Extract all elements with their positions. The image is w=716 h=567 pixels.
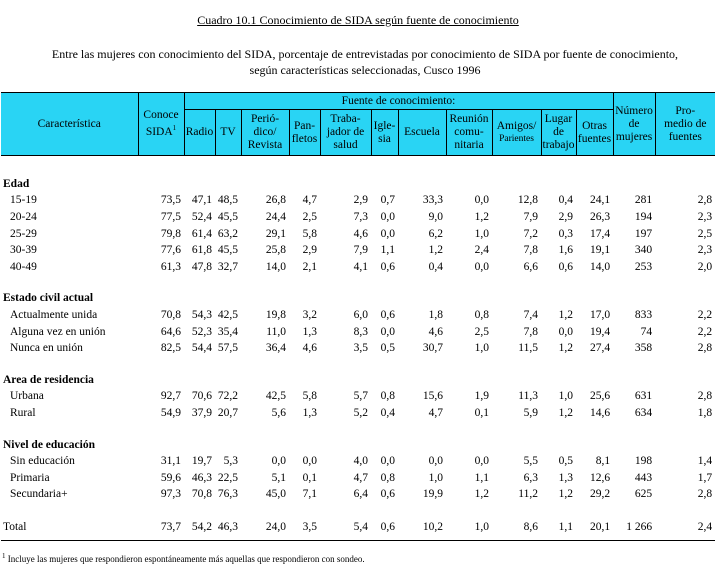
table-cell: 6,6	[523, 260, 538, 273]
table-cell: 443	[634, 471, 653, 484]
row-label: Total	[3, 521, 27, 534]
table-cell: 11,0	[266, 325, 286, 338]
table-cell: 48,5	[217, 194, 238, 207]
data-table	[1, 92, 715, 537]
table-cell: 33,3	[422, 194, 443, 207]
table-cell: 2,9	[353, 194, 368, 207]
table-cell: 70,6	[191, 390, 212, 403]
table-cell: 14,0	[589, 260, 611, 273]
header-trabajador-salud: Traba- jador de salud	[320, 110, 371, 156]
table-cell: 25,8	[265, 244, 286, 257]
table-cell: 1,6	[558, 244, 573, 257]
table-cell: 6,0	[353, 308, 368, 321]
table-cell: 73,5	[160, 194, 181, 207]
table-cell: 0,1	[302, 471, 317, 484]
table-cell: 97,3	[160, 488, 181, 501]
table-cell: 7,8	[523, 325, 538, 338]
table-cell: 14,6	[589, 406, 611, 419]
table-row	[1, 453, 715, 470]
table-cell: 7,9	[353, 244, 368, 257]
row-label: 20-24	[10, 210, 37, 223]
row-label: Nunca en unión	[10, 342, 83, 355]
table-cell: 6,4	[353, 488, 368, 501]
table-cell: 198	[634, 455, 653, 468]
table-row	[1, 258, 715, 275]
table-cell: 0,4	[428, 260, 443, 273]
table-cell: 1,0	[428, 471, 443, 484]
table-cell: 1,0	[474, 521, 489, 534]
table-cell: 29,1	[265, 227, 286, 240]
table-cell: 5,1	[271, 471, 286, 484]
table-cell: 2,4	[474, 244, 489, 257]
table-cell: 1,2	[474, 488, 489, 501]
table-cell: 5,9	[523, 406, 538, 419]
table-cell: 1,1	[474, 471, 489, 484]
table-cell: 1,7	[697, 471, 713, 484]
table-cell: 0,0	[474, 260, 489, 273]
table-cell: 2,8	[697, 390, 713, 403]
table-cell: 0,0	[380, 325, 395, 338]
table-cell: 2,5	[302, 210, 317, 223]
table-cell: 2,5	[697, 227, 713, 240]
table-cell: 1,0	[558, 390, 573, 403]
table-cell: 45,0	[265, 488, 286, 501]
table-cell: 11,5	[518, 342, 538, 355]
table-cell: 32,7	[217, 260, 238, 273]
table-cell: 42,5	[217, 308, 238, 321]
table-cell: 29,2	[589, 488, 611, 501]
section-title: Edad	[3, 177, 30, 190]
table-cell: 1,1	[380, 244, 395, 257]
table-cell: 7,4	[523, 308, 538, 321]
table-cell: 20,1	[589, 521, 611, 534]
table-cell: 0,0	[474, 194, 489, 207]
table-cell: 26,3	[589, 210, 611, 223]
table-cell: 15,6	[422, 390, 443, 403]
table-cell: 194	[634, 210, 653, 223]
table-cell: 46,3	[191, 471, 212, 484]
table-cell: 0,0	[302, 455, 317, 468]
table-cell: 24,1	[589, 194, 611, 207]
table-cell: 31,1	[160, 455, 181, 468]
table-cell: 634	[634, 406, 653, 419]
table-cell: 833	[634, 308, 653, 321]
row-label: 15-19	[10, 194, 37, 207]
table-cell: 19,8	[265, 308, 286, 321]
total-row	[1, 518, 715, 537]
table-cell: 70,8	[160, 308, 181, 321]
table-cell: 4,6	[428, 325, 443, 338]
table-cell: 1,8	[697, 406, 713, 419]
row-label: Alguna vez en unión	[10, 325, 106, 338]
table-cell: 0,7	[380, 194, 395, 207]
table-cell: 14,0	[265, 260, 286, 273]
table-cell: 0,8	[380, 471, 395, 484]
table-cell: 17,4	[589, 227, 611, 240]
table-cell: 1,2	[558, 342, 573, 355]
table-row	[1, 388, 715, 405]
table-row	[1, 209, 715, 226]
table-bottom-rule	[1, 540, 715, 541]
table-cell: 45,5	[217, 244, 238, 257]
table-cell: 54,2	[191, 521, 212, 534]
table-cell: 3,5	[302, 521, 317, 534]
section-title: Nivel de educación	[3, 438, 95, 451]
table-cell: 0,0	[558, 325, 573, 338]
table-cell: 19,1	[589, 244, 611, 257]
table-cell: 22,5	[217, 471, 238, 484]
table-cell: 25,6	[589, 390, 611, 403]
table-cell: 57,5	[217, 342, 238, 355]
table-cell: 74	[640, 325, 653, 338]
table-cell: 1,2	[474, 210, 489, 223]
row-label: Primaria	[10, 471, 50, 484]
row-label: 30-39	[10, 244, 37, 257]
table-cell: 281	[634, 194, 653, 207]
table-cell: 1,8	[428, 308, 443, 321]
table-cell: 6,2	[428, 227, 443, 240]
table-cell: 1,3	[558, 471, 573, 484]
row-label: Secundaria+	[10, 488, 68, 501]
table-cell: 0,6	[380, 488, 395, 501]
table-cell: 47,1	[191, 194, 212, 207]
table-cell: 3,5	[353, 342, 368, 355]
table-cell: 1,3	[302, 406, 317, 419]
table-cell: 2,8	[697, 194, 713, 207]
table-cell: 3,2	[302, 308, 317, 321]
table-cell: 19,7	[191, 455, 212, 468]
table-cell: 2,4	[697, 521, 713, 534]
table-cell: 0,6	[558, 260, 573, 273]
table-cell: 52,3	[191, 325, 212, 338]
table-cell: 2,2	[697, 325, 713, 338]
table-cell: 63,2	[217, 227, 238, 240]
table-subtitle: Entre las mujeres con conocimiento del SIDA, porcentaje de entrevistadas por conocimiento de SIDA por fuente de conocimiento, según características seleccionadas, Cusco 1996	[51, 47, 679, 77]
table-cell: 2,9	[302, 244, 317, 257]
table-cell: 24,4	[265, 210, 286, 223]
header-panfletos: Pan- fletos	[289, 110, 320, 156]
table-cell: 5,8	[302, 227, 317, 240]
table-cell: 0,0	[380, 210, 395, 223]
table-cell: 77,6	[160, 244, 181, 257]
table-cell: 1,2	[558, 406, 573, 419]
section-header-row	[1, 371, 715, 388]
table-cell: 197	[634, 227, 653, 240]
table-cell: 4,0	[353, 455, 368, 468]
header-tv: TV	[215, 110, 241, 156]
table-cell: 4,7	[353, 471, 368, 484]
table-cell: 5,5	[523, 455, 538, 468]
table-cell: 52,4	[191, 210, 212, 223]
table-cell: 77,5	[160, 210, 181, 223]
table-cell: 4,6	[353, 227, 368, 240]
table-cell: 0,5	[558, 455, 573, 468]
table-cell: 46,3	[217, 521, 238, 534]
table-cell: 0,0	[380, 227, 395, 240]
table-cell: 0,8	[380, 390, 395, 403]
table-cell: 1,4	[697, 455, 713, 468]
header-amigos: Amigos/ Parientes	[492, 110, 541, 156]
table-row	[1, 307, 715, 324]
table-cell: 7,1	[302, 488, 317, 501]
table-cell: 12,6	[589, 471, 611, 484]
table-cell: 47,8	[191, 260, 212, 273]
table-cell: 0,5	[380, 342, 395, 355]
table-cell: 4,7	[302, 194, 317, 207]
table-cell: 2,8	[697, 488, 713, 501]
table-cell: 8,1	[595, 455, 611, 468]
header-periodico: Perió- dico/ Revista	[241, 110, 289, 156]
table-body	[1, 156, 715, 537]
table-cell: 11,3	[518, 390, 538, 403]
table-row	[1, 242, 715, 259]
table-cell: 5,2	[353, 406, 368, 419]
table-cell: 35,4	[217, 325, 238, 338]
header-reunion: Reunión comu- nitaria	[446, 110, 492, 156]
table-cell: 36,4	[265, 342, 286, 355]
table-cell: 1,3	[302, 325, 317, 338]
table-cell: 42,5	[265, 390, 286, 403]
table-cell: 0,6	[380, 260, 395, 273]
table-cell: 27,4	[589, 342, 611, 355]
table-cell: 1,0	[474, 227, 489, 240]
table-cell: 70,8	[191, 488, 212, 501]
table-cell: 1,0	[474, 342, 489, 355]
footnote: $^1$ Incluye las mujeres que respondieron espontáneamente más aquellas que respondieron con sondeo.	[2, 552, 365, 564]
table-cell: 1,2	[428, 244, 443, 257]
row-label: Rural	[10, 406, 36, 419]
table-cell: 19,9	[422, 488, 443, 501]
table-cell: 26,8	[265, 194, 286, 207]
table-row	[1, 192, 715, 209]
table-cell: 0,4	[558, 194, 573, 207]
table-cell: 30,7	[422, 342, 443, 355]
row-label: 40-49	[10, 260, 37, 273]
table-cell: 358	[634, 342, 653, 355]
table-cell: 8,3	[353, 325, 368, 338]
table-cell: 0,4	[380, 406, 395, 419]
table-cell: 0,0	[380, 455, 395, 468]
table-cell: 631	[634, 390, 653, 403]
table-row	[1, 225, 715, 242]
table-cell: 2,3	[697, 210, 713, 223]
table-row	[1, 340, 715, 357]
table-cell: 79,8	[160, 227, 181, 240]
table-cell: 10,2	[422, 521, 443, 534]
table-cell: 7,9	[523, 210, 538, 223]
header-numero: Número de mujeres	[613, 93, 655, 156]
table-cell: 1,9	[474, 390, 489, 403]
table-cell: 17,0	[589, 308, 611, 321]
table-cell: 0,1	[474, 406, 489, 419]
table-row	[1, 323, 715, 340]
table-title: Cuadro 10.1 Conocimiento de SIDA según fuente de conocimiento	[197, 13, 519, 27]
table-row	[1, 405, 715, 422]
table-cell: 0,3	[558, 227, 573, 240]
table-cell: 2,9	[558, 210, 573, 223]
table-cell: 0,0	[271, 455, 286, 468]
table-cell: 4,1	[353, 260, 368, 273]
section-header-row	[1, 436, 715, 453]
table-cell: 1,1	[558, 521, 573, 534]
header-promedio: Pro- medio de fuentes	[655, 93, 715, 156]
table-cell: 7,8	[523, 244, 538, 257]
table-cell: 340	[634, 244, 653, 257]
table-cell: 2,3	[697, 244, 713, 257]
table-cell: 54,4	[191, 342, 212, 355]
table-cell: 625	[634, 488, 653, 501]
header-fuente: Fuente de conocimiento:	[184, 93, 613, 110]
row-label: 25-29	[10, 227, 37, 240]
table-cell: 253	[634, 260, 653, 273]
table-cell: 5,8	[302, 390, 317, 403]
table-cell: 73,7	[160, 521, 181, 534]
row-label: Actualmente unida	[10, 308, 98, 321]
table-cell: 54,9	[160, 406, 181, 419]
table-cell: 1,2	[558, 488, 573, 501]
table-cell: 19,4	[589, 325, 611, 338]
table-cell: 24,0	[265, 521, 286, 534]
table-cell: 6,3	[523, 471, 538, 484]
header-radio: Radio	[184, 110, 215, 156]
table-cell: 2,5	[474, 325, 489, 338]
table-cell: 59,6	[160, 471, 181, 484]
table-cell: 0,6	[380, 308, 395, 321]
table-cell: 76,3	[217, 488, 238, 501]
table-cell: 61,8	[191, 244, 212, 257]
table-cell: 2,2	[697, 308, 713, 321]
header-caracteristica: Característica	[1, 93, 138, 156]
header-iglesia: Igle- sia	[371, 110, 398, 156]
table-cell: 1 266	[626, 521, 653, 534]
table-cell: 61,3	[160, 260, 181, 273]
table-cell: 4,7	[428, 406, 443, 419]
table-cell: 0,8	[474, 308, 489, 321]
table-cell: 61,4	[191, 227, 212, 240]
table-cell: 0,6	[380, 521, 395, 534]
table-cell: 0,0	[428, 455, 443, 468]
table-cell: 0,0	[474, 455, 489, 468]
table-row	[1, 486, 715, 503]
table-cell: 64,6	[160, 325, 181, 338]
table-cell: 92,7	[160, 390, 181, 403]
table-cell: 11,2	[518, 488, 538, 501]
table-cell: 9,0	[428, 210, 443, 223]
table-cell: 8,6	[523, 521, 538, 534]
table-cell: 12,8	[517, 194, 538, 207]
table-row	[1, 469, 715, 486]
table-cell: 82,5	[160, 342, 181, 355]
header-escuela: Escuela	[398, 110, 446, 156]
header-conoce-sida: Conoce SIDA$^1$	[138, 93, 184, 156]
table-cell: 2,1	[302, 260, 317, 273]
table-cell: 5,4	[353, 521, 368, 534]
section-title: Area de residencia	[3, 373, 94, 386]
table-cell: 2,8	[697, 342, 713, 355]
table-cell: 5,7	[353, 390, 368, 403]
table-cell: 5,3	[223, 455, 238, 468]
section-header-row	[1, 176, 715, 193]
table-cell: 7,2	[523, 227, 538, 240]
table-cell: 72,2	[217, 390, 238, 403]
section-title: Estado civil actual	[3, 292, 94, 305]
table-cell: 37,9	[191, 406, 212, 419]
row-label: Sin educación	[10, 455, 75, 468]
table-cell: 1,2	[558, 308, 573, 321]
header-otras: Otras fuentes	[576, 110, 613, 156]
table-cell: 20,7	[217, 406, 238, 419]
table-cell: 54,3	[191, 308, 212, 321]
header-lugar-trabajo: Lugar de trabajo	[541, 110, 576, 156]
section-header-row	[1, 290, 715, 307]
table-cell: 2,0	[697, 260, 713, 273]
table-cell: 5,6	[271, 406, 286, 419]
table-cell: 4,6	[302, 342, 317, 355]
table-cell: 7,3	[353, 210, 368, 223]
row-label: Urbana	[10, 390, 44, 403]
table-cell: 45,5	[217, 210, 238, 223]
